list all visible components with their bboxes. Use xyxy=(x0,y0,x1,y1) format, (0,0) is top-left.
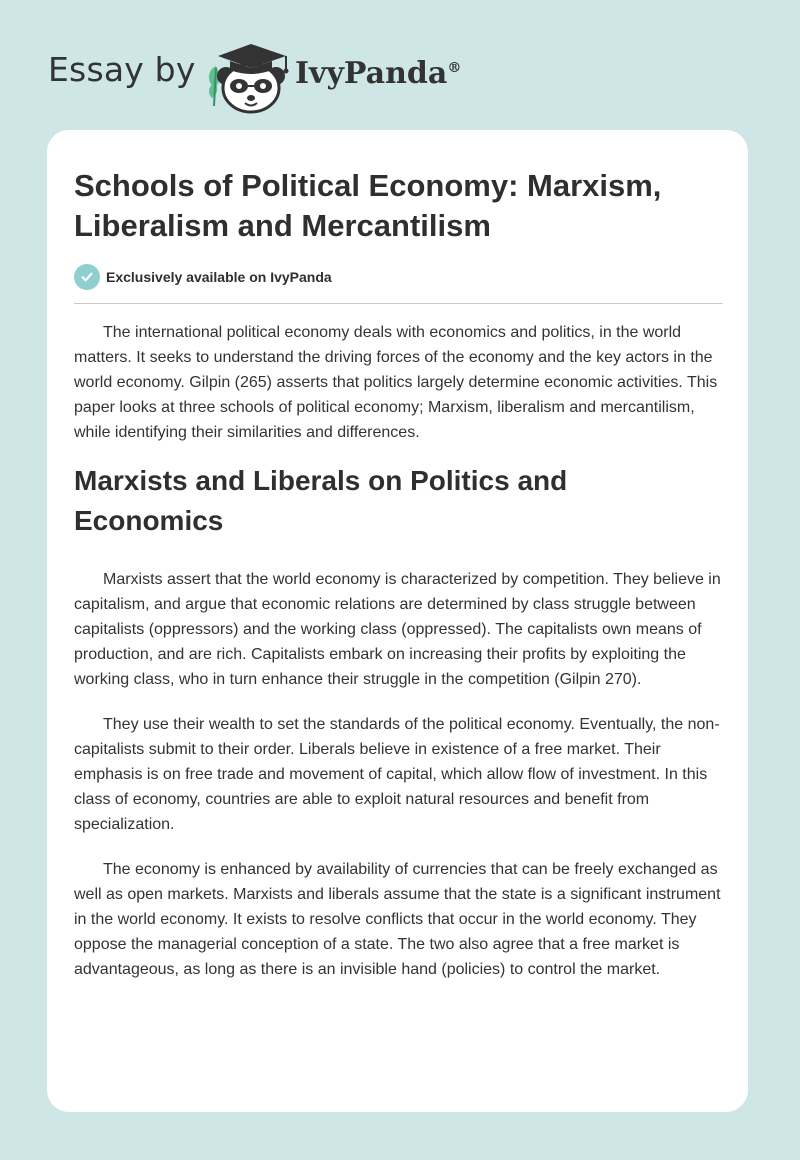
registered-mark: ® xyxy=(447,60,462,76)
exclusive-badge xyxy=(74,264,332,290)
check-icon xyxy=(74,264,100,290)
badge-text: Exclusively available on IvyPanda xyxy=(106,269,332,285)
site-header xyxy=(48,36,488,116)
body-paragraph: They use their wealth to set the standards of the political economy. Eventually, the non-capitalists submit to their order. Liberals believe in existence of a free market. Their emphasis is on free trade and movement of capital, which allow flow of investment. In this class of economy, countries are able to exploit natural resources and benefit from specialization. xyxy=(74,716,720,833)
essay-card xyxy=(47,130,748,1112)
divider xyxy=(74,303,723,304)
intro-paragraph: The international political economy deals with economics and politics, in the world matters. It seeks to understand the driving forces of the economy and the key actors in the world economy. Gilpin (265) asserts that politics largely determine economic activities. This paper looks at three schools of political economy; Marxism, liberalism and mercantilism, while identifying their similarities and differences. xyxy=(74,324,718,441)
essay-by-label: Essay by xyxy=(48,50,196,89)
article-body xyxy=(74,320,724,1002)
section-heading: Marxists and Liberals on Politics and Economics xyxy=(74,465,568,536)
body-paragraph: Marxists assert that the world economy is characterized by competition. They believe in capitalism, and argue that economic relations are determined by class struggle between capitalists (oppressors) and the working class (oppressed). The capitalists own means of production, and are rich. Capitalists embark on increasing their profits by exploiting the working class, who in turn enhance their struggle in the competition (Gilpin 270). xyxy=(74,571,721,688)
body-paragraph: The economy is enhanced by availability of currencies that can be freely exchanged as well as open markets. Marxists and liberals assume that the state is a significant instrument in the world economy. It exists to resolve conflicts that occur in the world economy. They oppose the managerial conception of a state. The two also agree that a free market is advantageous, as long as there is an invisible hand (policies) to control the market. xyxy=(74,861,721,978)
brand-logo-text[interactable] xyxy=(295,56,461,91)
panda-graduate-icon xyxy=(202,36,292,114)
brand-name: IvyPanda xyxy=(295,56,448,91)
page-title: Schools of Political Economy: Marxism, Liberalism and Mercantilism xyxy=(74,168,662,243)
